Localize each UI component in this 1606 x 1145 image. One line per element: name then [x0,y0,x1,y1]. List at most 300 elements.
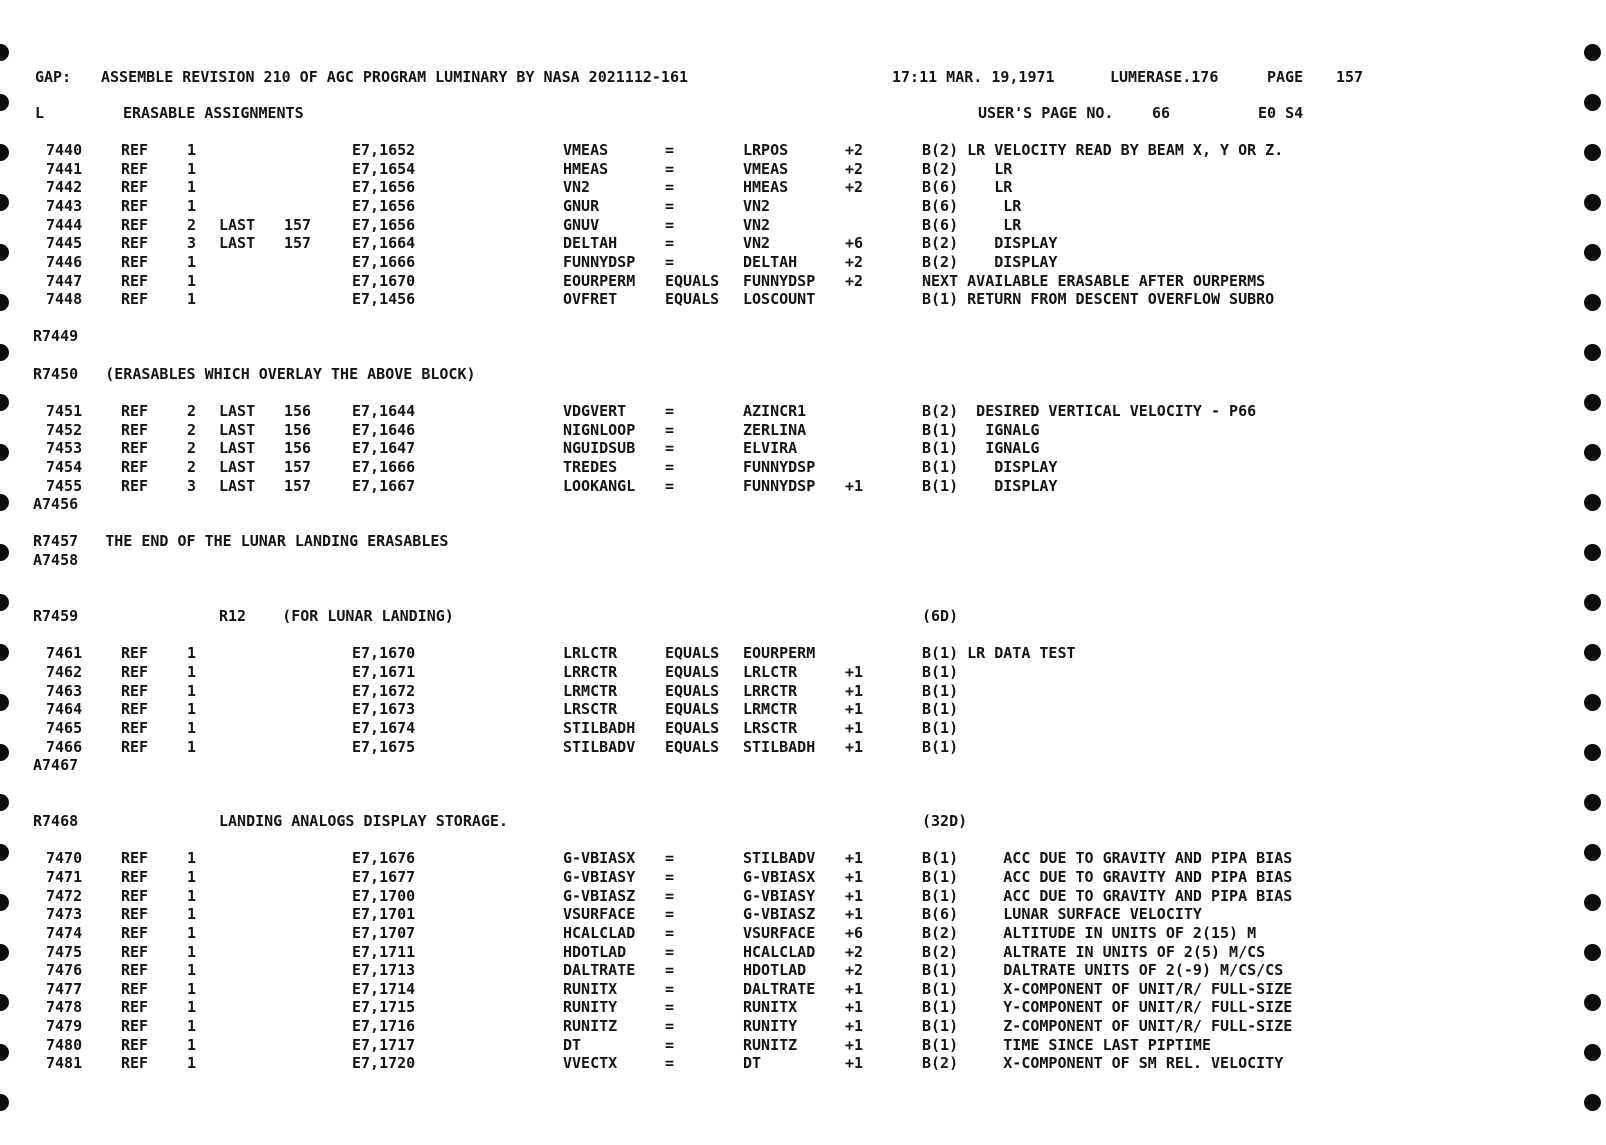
address: E7,1667 [352,476,416,495]
comment: B(2) ALTRATE IN UNITS OF 2(5) M/CS [922,942,1266,961]
ref-count: 1 [187,1054,197,1073]
symbol: VMEAS [563,141,609,159]
line-number: 7462 [46,662,83,681]
users-page-label: USER'S PAGE NO. [978,104,1114,122]
comment: B(1) ACC DUE TO GRAVITY AND PIPA BIAS [922,849,1293,868]
line-number: 7478 [46,998,83,1017]
value: HMEAS [743,178,789,197]
comment: B(1) DISPLAY [922,457,1058,476]
symbol: NGUIDSUB [563,439,636,458]
address: E7,1644 [352,402,416,420]
value: DELTAH [743,252,798,271]
address: E7,1677 [352,868,416,886]
ref-count: 1 [187,905,197,924]
symbol: G-VBIASY [563,868,636,886]
ref-count: 1 [187,1017,197,1036]
line-text: A7458 [33,551,79,570]
value: EOURPERM [743,644,816,663]
value: FUNNYDSP [743,476,816,495]
last-keyword: LAST [219,439,256,458]
ref-keyword: REF [121,979,149,998]
offset: +2 [845,178,864,197]
address: E7,1672 [352,681,416,700]
header-page-number: 157 [1336,68,1364,86]
operator: = [665,178,675,197]
ref-count: 2 [187,439,197,458]
address: E7,1647 [352,439,416,458]
line-number: 7473 [46,905,83,924]
comment: B(1) ACC DUE TO GRAVITY AND PIPA BIAS [922,868,1293,886]
address: E7,1456 [352,290,416,309]
symbol: RUNITY [563,998,618,1017]
ref-keyword: REF [121,457,149,476]
ref-count: 3 [187,476,197,495]
line-number: 7470 [46,849,83,868]
address: E7,1701 [352,905,416,924]
ref-keyword: REF [121,141,149,159]
comment: B(1) [922,700,959,719]
line-text: R7457 THE END OF THE LUNAR LANDING ERASABLES [33,532,449,551]
ref-keyword: REF [121,439,149,458]
address: E7,1676 [352,849,416,868]
value: VN2 [743,196,771,215]
ref-count: 1 [187,737,197,756]
last-page: 157 [284,234,312,253]
ref-keyword: REF [121,1054,149,1073]
ref-count: 2 [187,402,197,420]
ref-count: 1 [187,700,197,719]
line-number: 7464 [46,700,83,719]
operator: EQUALS [665,718,720,737]
last-page: 156 [284,402,312,420]
line-number: 7472 [46,886,83,905]
ref-keyword: REF [121,905,149,924]
operator: = [665,420,675,439]
address: E7,1720 [352,1054,416,1073]
address: E7,1666 [352,252,416,271]
value: LRPOS [743,141,789,159]
operator: = [665,252,675,271]
last-keyword: LAST [219,476,256,495]
value: G-VBIASY [743,886,816,905]
line-number: 7466 [46,737,83,756]
ref-count: 1 [187,718,197,737]
offset: +1 [845,849,864,868]
comment: B(1) ACC DUE TO GRAVITY AND PIPA BIAS [922,886,1293,905]
line-number: 7481 [46,1054,83,1073]
offset: +1 [845,979,864,998]
operator: = [665,141,675,159]
symbol: HCALCLAD [563,923,636,942]
value: G-VBIASX [743,868,816,886]
value: LRRCTR [743,681,798,700]
ref-keyword: REF [121,215,149,234]
operator: EQUALS [665,681,720,700]
line-number: 7477 [46,979,83,998]
ref-count: 1 [187,886,197,905]
subheader-code: E0 S4 [1258,104,1304,122]
value: ZERLINA [743,420,807,439]
comment: B(1) LR DATA TEST [922,644,1076,663]
symbol: VDGVERT [563,402,627,420]
line-number: 7474 [46,923,83,942]
value: HDOTLAD [743,961,807,980]
operator: = [665,923,675,942]
symbol: GNUR [563,196,600,215]
ref-count: 1 [187,998,197,1017]
symbol: VVECTX [563,1054,618,1073]
last-keyword: LAST [219,457,256,476]
address: E7,1674 [352,718,416,737]
offset: +2 [845,961,864,980]
comment: B(2) DESIRED VERTICAL VELOCITY - P66 [922,402,1257,420]
line-number: 7465 [46,718,83,737]
users-page-number: 66 [1152,104,1171,122]
symbol: RUNITZ [563,1017,618,1036]
operator: = [665,1054,675,1073]
operator: EQUALS [665,644,720,663]
comment: B(2) LR VELOCITY READ BY BEAM X, Y OR Z. [922,141,1284,159]
comment: B(1) DISPLAY [922,476,1058,495]
header-title: ASSEMBLE REVISION 210 OF AGC PROGRAM LUMINARY BY NASA 2021112-161 [101,68,688,86]
ref-keyword: REF [121,886,149,905]
ref-keyword: REF [121,942,149,961]
line-number: 7461 [46,644,83,663]
value: STILBADH [743,737,816,756]
section-title: R12 (FOR LUNAR LANDING) [219,607,454,625]
ref-count: 1 [187,849,197,868]
ref-keyword: REF [121,290,149,309]
ref-count: 1 [187,252,197,271]
ref-count: 1 [187,159,197,178]
comment: B(2) LR [922,159,1013,178]
line-number: 7471 [46,868,83,886]
offset: +1 [845,681,864,700]
comment: B(6) LR [922,196,1022,215]
value: VN2 [743,234,771,253]
comment: B(2) DISPLAY [922,252,1058,271]
symbol: VN2 [563,178,591,197]
last-page: 157 [284,457,312,476]
line-number: 7476 [46,961,83,980]
value: HCALCLAD [743,942,816,961]
address: E7,1675 [352,737,416,756]
address: E7,1656 [352,215,416,234]
last-keyword: LAST [219,420,256,439]
ref-keyword: REF [121,420,149,439]
operator: = [665,998,675,1017]
symbol: VSURFACE [563,905,636,924]
section-count: (6D) [922,607,959,625]
address: E7,1707 [352,923,416,942]
line-number: 7441 [46,159,83,178]
operator: EQUALS [665,662,720,681]
section-label: R7459 [33,607,79,625]
line-number: 7480 [46,1035,83,1054]
line-number: 7445 [46,234,83,253]
symbol: NIGNLOOP [563,420,636,439]
value: RUNITZ [743,1035,798,1054]
operator: = [665,1017,675,1036]
ref-keyword: REF [121,178,149,197]
comment: B(1) Z-COMPONENT OF UNIT/R/ FULL-SIZE [922,1017,1293,1036]
last-keyword: LAST [219,215,256,234]
address: E7,1670 [352,644,416,663]
ref-keyword: REF [121,700,149,719]
comment: B(6) LR [922,215,1022,234]
ref-count: 3 [187,234,197,253]
last-page: 156 [284,439,312,458]
address: E7,1713 [352,961,416,980]
line-text: A7456 [33,495,79,514]
operator: EQUALS [665,737,720,756]
value: VSURFACE [743,923,816,942]
comment: B(1) [922,681,959,700]
symbol: OVFRET [563,290,618,309]
value: AZINCR1 [743,402,807,420]
ref-count: 1 [187,942,197,961]
offset: +2 [845,942,864,961]
address: E7,1717 [352,1035,416,1054]
comment: B(1) [922,718,959,737]
address: E7,1711 [352,942,416,961]
offset: +1 [845,1054,864,1073]
symbol: STILBADV [563,737,636,756]
ref-count: 1 [187,961,197,980]
ref-keyword: REF [121,476,149,495]
ref-count: 1 [187,662,197,681]
line-number: 7446 [46,252,83,271]
offset: +1 [845,1035,864,1054]
comment: NEXT AVAILABLE ERASABLE AFTER OURPERMS [922,271,1266,290]
operator: = [665,868,675,886]
offset: +1 [845,718,864,737]
operator: = [665,457,675,476]
last-page: 156 [284,420,312,439]
line-number: 7447 [46,271,83,290]
offset: +1 [845,886,864,905]
operator: = [665,849,675,868]
symbol: DELTAH [563,234,618,253]
comment: B(6) LUNAR SURFACE VELOCITY [922,905,1202,924]
symbol: EOURPERM [563,271,636,290]
value: RUNITX [743,998,798,1017]
line-number: 7444 [46,215,83,234]
line-number: 7479 [46,1017,83,1036]
symbol: LOOKANGL [563,476,636,495]
value: VMEAS [743,159,789,178]
offset: +1 [845,905,864,924]
comment: B(2) ALTITUDE IN UNITS OF 2(15) M [922,923,1257,942]
symbol: TREDES [563,457,618,476]
ref-count: 1 [187,681,197,700]
ref-keyword: REF [121,681,149,700]
operator: = [665,886,675,905]
operator: = [665,476,675,495]
address: E7,1714 [352,979,416,998]
comment: B(1) IGNALG [922,420,1040,439]
last-keyword: LAST [219,234,256,253]
value: STILBADV [743,849,816,868]
ref-count: 1 [187,979,197,998]
ref-keyword: REF [121,718,149,737]
offset: +6 [845,234,864,253]
symbol: RUNITX [563,979,618,998]
comment: B(1) TIME SINCE LAST PIPTIME [922,1035,1211,1054]
line-number: 7448 [46,290,83,309]
ref-count: 2 [187,215,197,234]
offset: +2 [845,271,864,290]
offset: +1 [845,868,864,886]
value: FUNNYDSP [743,457,816,476]
ref-count: 1 [187,290,197,309]
symbol: DT [563,1035,582,1054]
ref-keyword: REF [121,1017,149,1036]
ref-keyword: REF [121,159,149,178]
address: E7,1716 [352,1017,416,1036]
line-text: R7450 (ERASABLES WHICH OVERLAY THE ABOVE BLOCK) [33,364,476,383]
value: LRSCTR [743,718,798,737]
ref-count: 1 [187,196,197,215]
section-label: R7468 [33,812,79,830]
offset: +1 [845,700,864,719]
symbol: STILBADH [563,718,636,737]
ref-keyword: REF [121,402,149,420]
line-number: 7452 [46,420,83,439]
address: E7,1715 [352,998,416,1017]
symbol: LRMCTR [563,681,618,700]
comment: B(6) LR [922,178,1013,197]
ref-keyword: REF [121,234,149,253]
operator: = [665,979,675,998]
operator: EQUALS [665,700,720,719]
value: FUNNYDSP [743,271,816,290]
ref-count: 1 [187,271,197,290]
comment: B(1) RETURN FROM DESCENT OVERFLOW SUBRO [922,290,1275,309]
comment: B(1) IGNALG [922,439,1040,458]
last-page: 157 [284,215,312,234]
operator: = [665,439,675,458]
ref-keyword: REF [121,961,149,980]
offset: +1 [845,1017,864,1036]
value: DALTRATE [743,979,816,998]
page-subheader [0,104,1304,122]
value: LRMCTR [743,700,798,719]
ref-count: 1 [187,141,197,159]
ref-keyword: REF [121,271,149,290]
header-filename: LUMERASE.176 [1110,68,1219,86]
value: LOSCOUNT [743,290,816,309]
comment: B(1) DALTRATE UNITS OF 2(-9) M/CS/CS [922,961,1284,980]
operator: EQUALS [665,271,720,290]
ref-count: 1 [187,1035,197,1054]
line-number: 7443 [46,196,83,215]
operator: = [665,402,675,420]
ref-count: 1 [187,868,197,886]
offset: +2 [845,141,864,159]
comment: B(1) Y-COMPONENT OF UNIT/R/ FULL-SIZE [922,998,1293,1017]
operator: = [665,961,675,980]
offset: +2 [845,252,864,271]
comment: B(1) [922,737,959,756]
last-page: 157 [284,476,312,495]
operator: EQUALS [665,290,720,309]
ref-keyword: REF [121,252,149,271]
comment: B(2) X-COMPONENT OF SM REL. VELOCITY [922,1054,1284,1073]
ref-keyword: REF [121,644,149,663]
symbol: LRSCTR [563,700,618,719]
header-prefix: GAP: [35,68,72,86]
section-title: ERASABLE ASSIGNMENTS [123,104,304,122]
ref-keyword: REF [121,1035,149,1054]
ref-count: 1 [187,923,197,942]
symbol: G-VBIASZ [563,886,636,905]
comment: B(1) X-COMPONENT OF UNIT/R/ FULL-SIZE [922,979,1293,998]
symbol: DALTRATE [563,961,636,980]
operator: = [665,234,675,253]
header-page-label: PAGE [1267,68,1304,86]
value: VN2 [743,215,771,234]
value: G-VBIASZ [743,905,816,924]
header-timestamp: 17:11 MAR. 19,1971 [892,68,1055,86]
line-number: 7463 [46,681,83,700]
comment: B(2) DISPLAY [922,234,1058,253]
ref-keyword: REF [121,923,149,942]
operator: = [665,905,675,924]
ref-count: 2 [187,457,197,476]
operator: = [665,196,675,215]
address: E7,1671 [352,662,416,681]
address: E7,1656 [352,196,416,215]
offset: +2 [845,159,864,178]
ref-keyword: REF [121,868,149,886]
value: DT [743,1054,762,1073]
ref-keyword: REF [121,737,149,756]
address: E7,1656 [352,178,416,197]
address: E7,1673 [352,700,416,719]
ref-count: 1 [187,644,197,663]
line-number: 7451 [46,402,83,420]
symbol: HDOTLAD [563,942,627,961]
value: RUNITY [743,1017,798,1036]
line-number: 7455 [46,476,83,495]
ref-keyword: REF [121,849,149,868]
address: E7,1654 [352,159,416,178]
address: E7,1652 [352,141,416,159]
ref-count: 1 [187,178,197,197]
address: E7,1664 [352,234,416,253]
operator: = [665,1035,675,1054]
offset: +1 [845,476,864,495]
line-number: 7442 [46,178,83,197]
ref-keyword: REF [121,662,149,681]
symbol: HMEAS [563,159,609,178]
page-header [0,68,1364,86]
line-number: 7475 [46,942,83,961]
comment: B(1) [922,662,959,681]
line-number: 7440 [46,141,83,159]
symbol: LRRCTR [563,662,618,681]
address: E7,1700 [352,886,416,905]
symbol: FUNNYDSP [563,252,636,271]
line-number: 7454 [46,457,83,476]
ref-count: 2 [187,420,197,439]
ref-keyword: REF [121,998,149,1017]
last-keyword: LAST [219,402,256,420]
offset: +1 [845,998,864,1017]
address: E7,1646 [352,420,416,439]
section-title: LANDING ANALOGS DISPLAY STORAGE. [219,812,508,830]
